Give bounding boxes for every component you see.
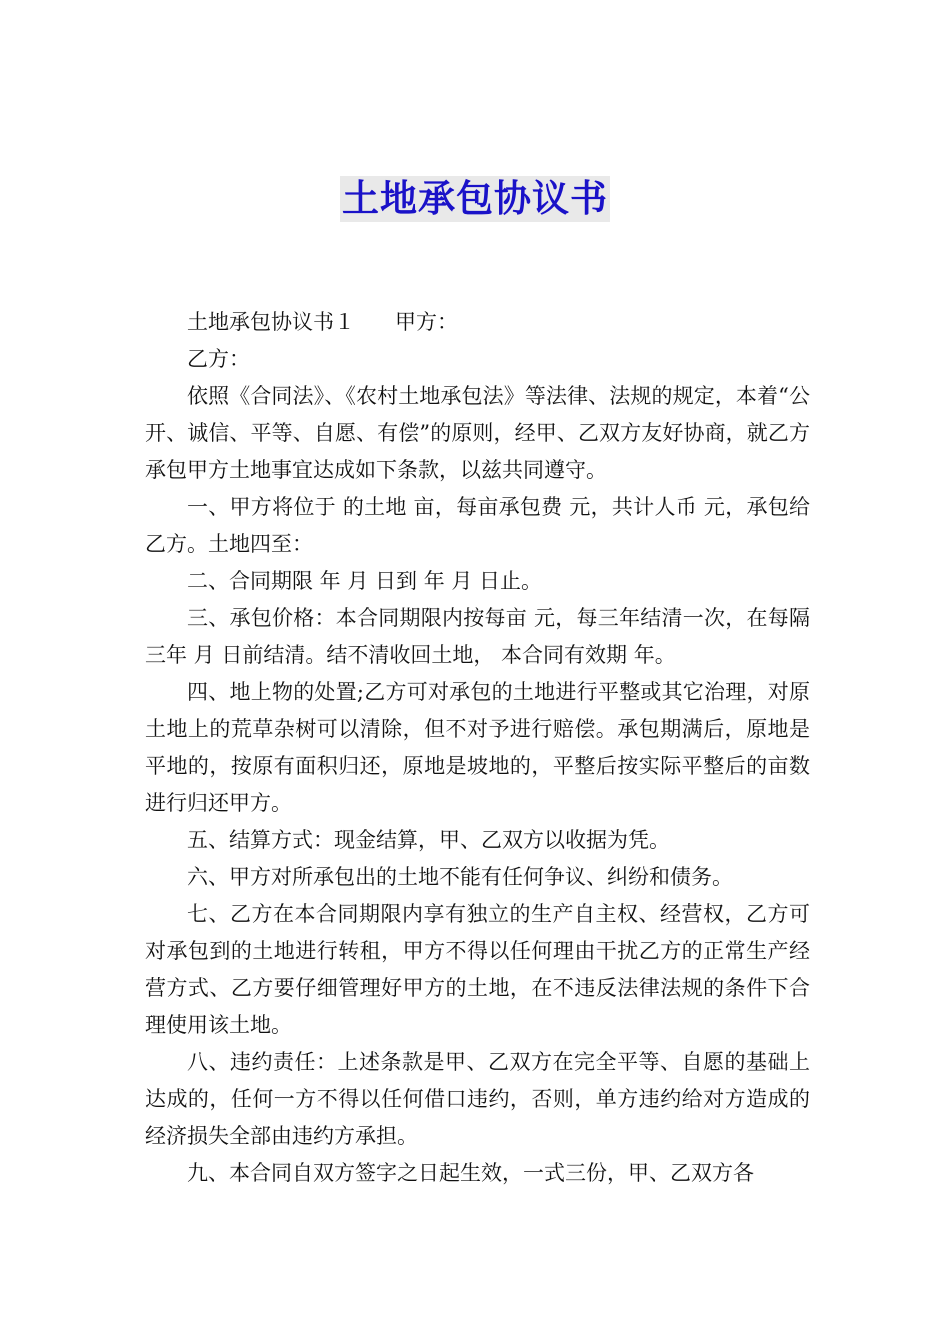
clause-4: 四、地上物的处置;乙方可对承包的土地进行平整或其它治理，对原土地上的荒草杂树可以清除，但不对予进行赔偿。承包期满后，原地是平地的，按原有面积归还，原地是坡地的，平整后按实际平整后的亩数进行归还甲方。 [145, 680, 810, 815]
clause-3: 三、承包价格：本合同期限内按每亩 元，每三年结清一次，在每隔三年 月 日前结清。结不清收回土地， 本合同有效期 年。 [145, 606, 810, 667]
contract-heading: 土地承包协议书１ [187, 310, 355, 334]
paragraph-preamble: 依照《合同法》、《农村土地承包法》等法律、法规的规定，本着“公开、诚信、平等、自愿、有偿”的原则，经甲、乙双方友好协商，就乙方承包甲方土地事宜达成如下条款，以兹共同遵守。 [145, 384, 810, 482]
clause-5: 五、结算方式：现金结算，甲、乙双方以收据为凭。 [187, 828, 670, 852]
clause-8: 八、违约责任：上述条款是甲、乙双方在完全平等、自愿的基础上达成的，任何一方不得以任何借口违约，否则，单方违约给对方造成的经济损失全部由违约方承担。 [145, 1050, 810, 1148]
clause-6: 六、甲方对所承包出的土地不能有任何争议、纠纷和债务。 [187, 865, 733, 889]
clause-7: 七、乙方在本合同期限内享有独立的生产自主权、经营权，乙方可对承包到的土地进行转租，甲方不得以任何理由干扰乙方的正常生产经营方式、乙方要仔细管理好甲方的土地，在不违反法律法规的条件下合理使用该土地。 [145, 902, 810, 1037]
clause-1: 一、甲方将位于 的土地 亩，每亩承包费 元，共计人币 元，承包给乙方。土地四至： [145, 495, 810, 556]
paragraph-party-b: 乙方： [187, 347, 250, 371]
party-a-label: 甲方： [395, 310, 458, 334]
document-title: 土地承包协议书 [342, 177, 608, 220]
first-line [145, 304, 810, 341]
document-body [145, 304, 810, 1192]
clause-2: 二、合同期限 年 月 日到 年 月 日止。 [187, 569, 543, 593]
clause-9: 九、本合同自双方签字之日起生效，一式三份，甲、乙双方各 [187, 1161, 754, 1185]
title-container [0, 176, 950, 222]
